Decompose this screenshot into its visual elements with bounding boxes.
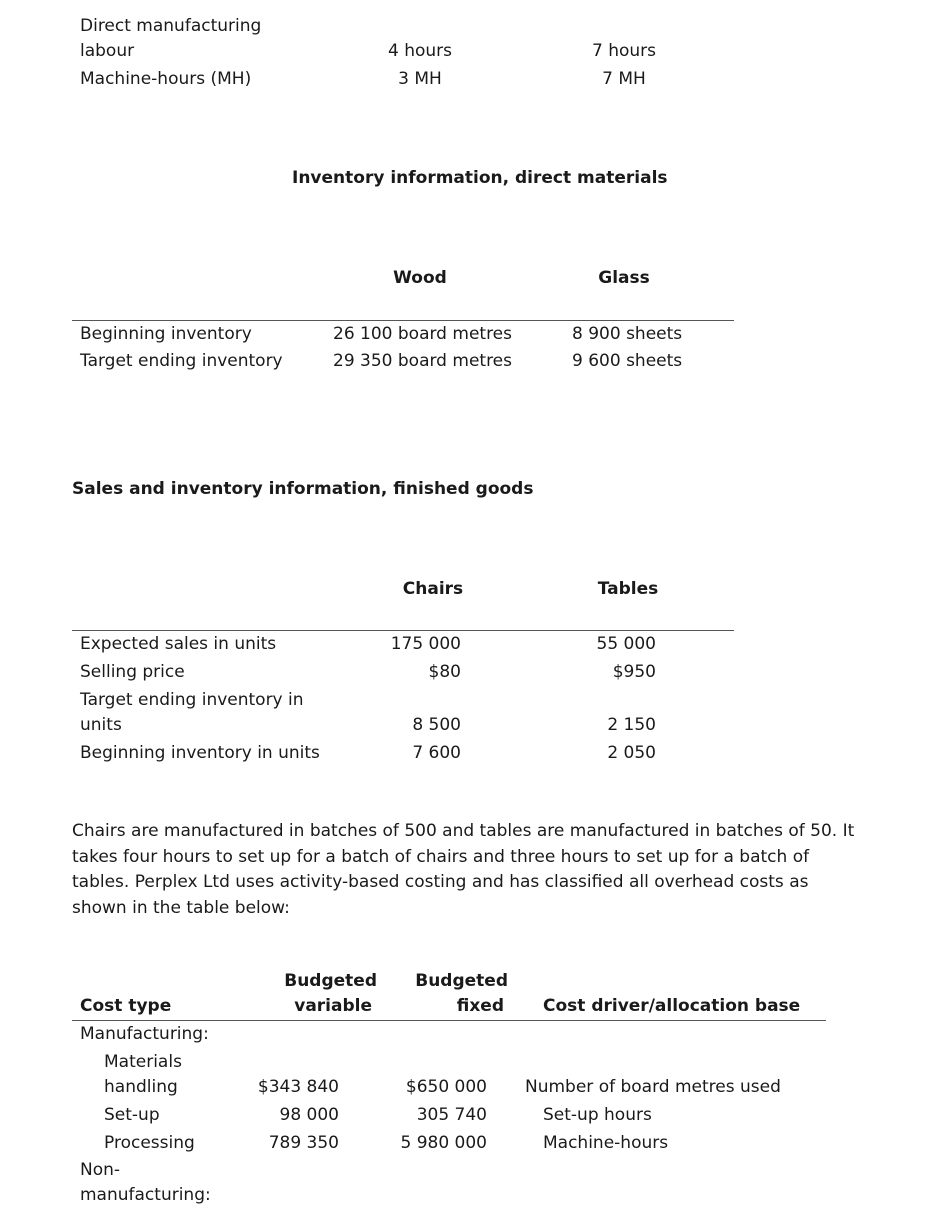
row-label-materials-handling-line2: handling <box>104 1077 178 1097</box>
row-label-target-ending-line1: Target ending inventory in <box>80 690 304 710</box>
header-rule <box>72 1020 826 1021</box>
col-header-cost-driver: Cost driver/allocation base <box>543 996 801 1016</box>
col-header-variable-line1: Budgeted <box>284 971 377 991</box>
col-header-glass: Glass <box>598 268 650 288</box>
row-label-machine-hours: Machine-hours (MH) <box>80 69 252 89</box>
row-label-beginning-units: Beginning inventory in units <box>80 743 320 763</box>
col-header-chairs: Chairs <box>402 579 464 599</box>
cell-driver-processing: Machine-hours <box>543 1133 669 1153</box>
cell-chairs-price: $80 <box>428 662 461 682</box>
col-header-cost-type: Cost type <box>80 996 172 1016</box>
row-label-beginning-inventory: Beginning inventory <box>80 324 252 344</box>
row-label-processing: Processing <box>104 1133 195 1153</box>
cell-variable-setup: 98 000 <box>279 1105 339 1125</box>
row-label-materials-handling-line1: Materials <box>104 1052 182 1072</box>
col-header-fixed-line2: fixed <box>456 996 504 1016</box>
cell-fixed-setup: 305 740 <box>416 1105 487 1125</box>
cell-chairs-sales: 175 000 <box>390 634 461 654</box>
cell-glass-target: 9 600 sheets <box>572 351 683 371</box>
row-label-selling-price: Selling price <box>80 662 185 682</box>
cell-tables-labour: 7 hours <box>591 41 656 61</box>
cell-chairs-labour: 4 hours <box>387 41 452 61</box>
cell-tables-target: 2 150 <box>607 715 656 735</box>
group-label-non-manufacturing-line1: Non- <box>80 1160 121 1180</box>
row-label-expected-sales: Expected sales in units <box>80 634 277 654</box>
body-paragraph: Chairs are manufactured in batches of 500 and tables are manufactured in batches of 50. It takes four hours to set up for a batch of chairs and three hours to set up for a batch of tables. Perplex Ltd uses activity-based costing and has classified all overhead costs as shown in the table below: <box>72 821 855 918</box>
col-header-tables: Tables <box>597 579 659 599</box>
cell-tables-sales: 55 000 <box>596 634 656 654</box>
group-label-non-manufacturing-line2: manufacturing: <box>80 1185 211 1205</box>
col-header-fixed-line1: Budgeted <box>415 971 508 991</box>
cell-wood-beginning: 26 100 board metres <box>333 324 512 344</box>
cell-tables-price: $950 <box>612 662 656 682</box>
cell-fixed-processing: 5 980 000 <box>400 1133 487 1153</box>
cell-chairs-beginning: 7 600 <box>412 743 461 763</box>
cell-chairs-mh: 3 MH <box>398 69 442 89</box>
cell-variable-processing: 789 350 <box>268 1133 339 1153</box>
section-heading-direct-materials: Inventory information, direct materials <box>292 168 668 188</box>
cell-tables-mh: 7 MH <box>602 69 646 89</box>
cell-chairs-target: 8 500 <box>412 715 461 735</box>
header-rule <box>72 320 734 321</box>
cell-variable-materials: $343 840 <box>257 1077 339 1097</box>
row-label-setup: Set-up <box>104 1105 160 1125</box>
col-header-variable-line2: variable <box>294 996 372 1016</box>
cell-glass-beginning: 8 900 sheets <box>572 324 683 344</box>
cell-wood-target: 29 350 board metres <box>333 351 512 371</box>
row-label-target-ending-inventory: Target ending inventory <box>80 351 283 371</box>
row-label-target-ending-line2: units <box>80 715 122 735</box>
header-rule <box>72 630 734 631</box>
group-label-manufacturing: Manufacturing: <box>80 1024 209 1044</box>
section-heading-finished-goods: Sales and inventory information, finished goods <box>72 479 534 499</box>
cell-driver-materials: Number of board metres used <box>525 1077 781 1097</box>
row-label-direct-labour-line1: Direct manufacturing <box>80 16 262 36</box>
cell-fixed-materials: $650 000 <box>405 1077 487 1097</box>
row-label-direct-labour-line2: labour <box>80 41 135 61</box>
cell-driver-setup: Set-up hours <box>543 1105 652 1125</box>
cell-tables-beginning: 2 050 <box>607 743 656 763</box>
col-header-wood: Wood <box>393 268 447 288</box>
